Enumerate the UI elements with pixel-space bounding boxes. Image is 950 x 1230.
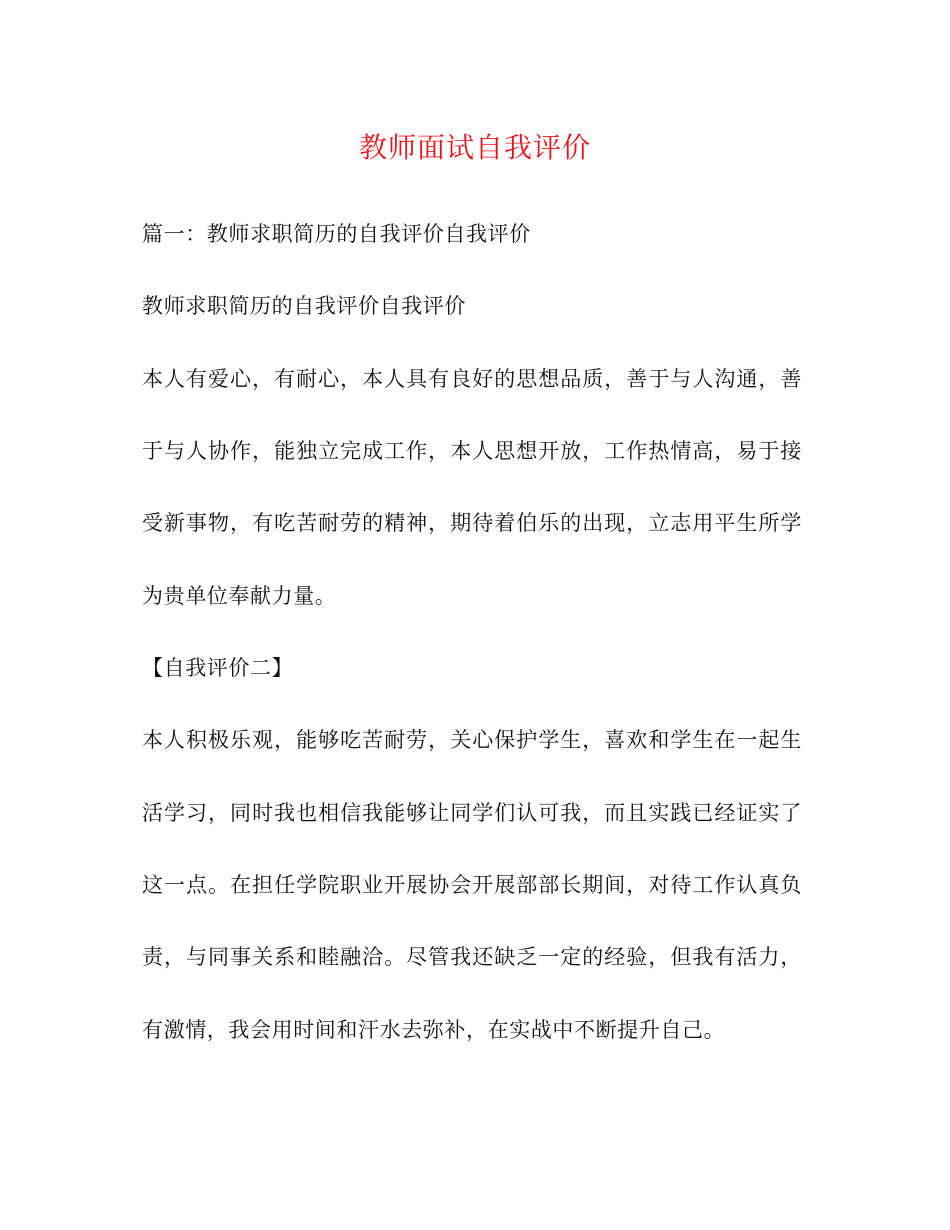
paragraph-line: 为贵单位奉献力量。 [142, 584, 337, 608]
paragraph-line: 本人积极乐观，能够吃苦耐劳，关心保护学生，喜欢和学生在一起生 [142, 728, 802, 752]
paragraph-line: 责，与同事关系和睦融洽。尽管我还缺乏一定的经验，但我有活力， [142, 945, 802, 969]
paragraph-line: 有激情，我会用时间和汗水去弥补，在实战中不断提升自己。 [142, 1018, 726, 1042]
section-heading: 篇一：教师求职简历的自我评价自我评价 [142, 222, 531, 246]
paragraph-line: 活学习，同时我也相信我能够让同学们认可我，而且实践已经证实了 [142, 801, 802, 825]
paragraph-line: 于与人协作，能独立完成工作，本人思想开放，工作热情高，易于接 [142, 439, 802, 463]
section-heading: 【自我评价二】 [142, 656, 294, 680]
section-subheading: 教师求职简历的自我评价自我评价 [142, 294, 466, 318]
paragraph-line: 受新事物，有吃苦耐劳的精神，期待着伯乐的出现，立志用平生所学 [142, 511, 802, 535]
document-title: 教师面试自我评价 [358, 131, 591, 164]
paragraph-line: 本人有爱心，有耐心，本人具有良好的思想品质，善于与人沟通，善 [142, 367, 802, 391]
paragraph-line: 这一点。在担任学院职业开展协会开展部部长期间，对待工作认真负 [142, 873, 802, 897]
